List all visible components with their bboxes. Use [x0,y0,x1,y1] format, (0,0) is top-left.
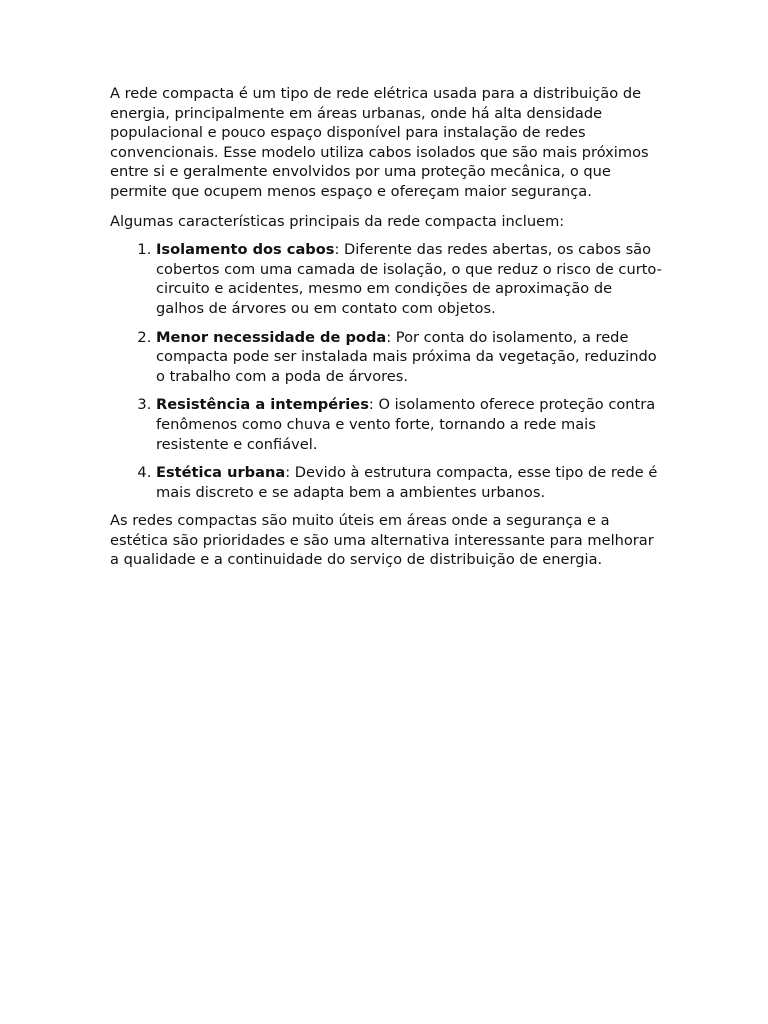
list-item-text: : O isolamento oferece proteção contra fenômenos como chuva e vento forte, tornando a rede mais resistente e confiável. [156,396,656,453]
intro-paragraph: A rede compacta é um tipo de rede elétrica usada para a distribuição de energia, principalmente em áreas urbanas, onde há alta densidade populacional e pouco espaço disponível para instalação de redes convencionais. Esse modelo utiliza cabos isolados que são mais próximos entre si e geralmente envolvidos por uma proteção mecânica, o que permite que ocupem menos espaço e ofereçam maior segurança. [110,85,649,200]
list-item-term: Resistência a intempéries [156,396,369,414]
list-item-intemperies [156,395,662,454]
list-item-term: Menor necessidade de poda [156,328,387,346]
characteristics-list [110,240,662,502]
list-item-text: : Devido à estrutura compacta, esse tipo de rede é mais discreto e se adapta bem a ambientes urbanos. [156,464,658,501]
list-item-estetica [156,463,662,502]
list-item-isolamento [156,240,662,318]
list-item-text: : Diferente das redes abertas, os cabos são cobertos com uma camada de isolação, o que reduz o risco de curto-circuito e acidentes, mesmo em condições de aproximação de galhos de árvores ou em contato com objetos. [156,241,662,317]
list-item-term: Estética urbana [156,464,286,482]
closing-paragraph: As redes compactas são muito úteis em áreas onde a segurança e a estética são prioridades e são uma alternativa interessante para melhorar a qualidade e a continuidade do serviço de distribuição de energia. [110,512,654,569]
list-item-poda [156,328,662,387]
document-page [110,84,662,570]
list-item-text: : Por conta do isolamento, a rede compacta pode ser instalada mais próxima da vegetação, reduzindo o trabalho com a poda de árvores. [156,328,657,385]
list-lead-paragraph: Algumas características principais da rede compacta incluem: [110,212,565,230]
list-item-term: Isolamento dos cabos [156,241,335,259]
